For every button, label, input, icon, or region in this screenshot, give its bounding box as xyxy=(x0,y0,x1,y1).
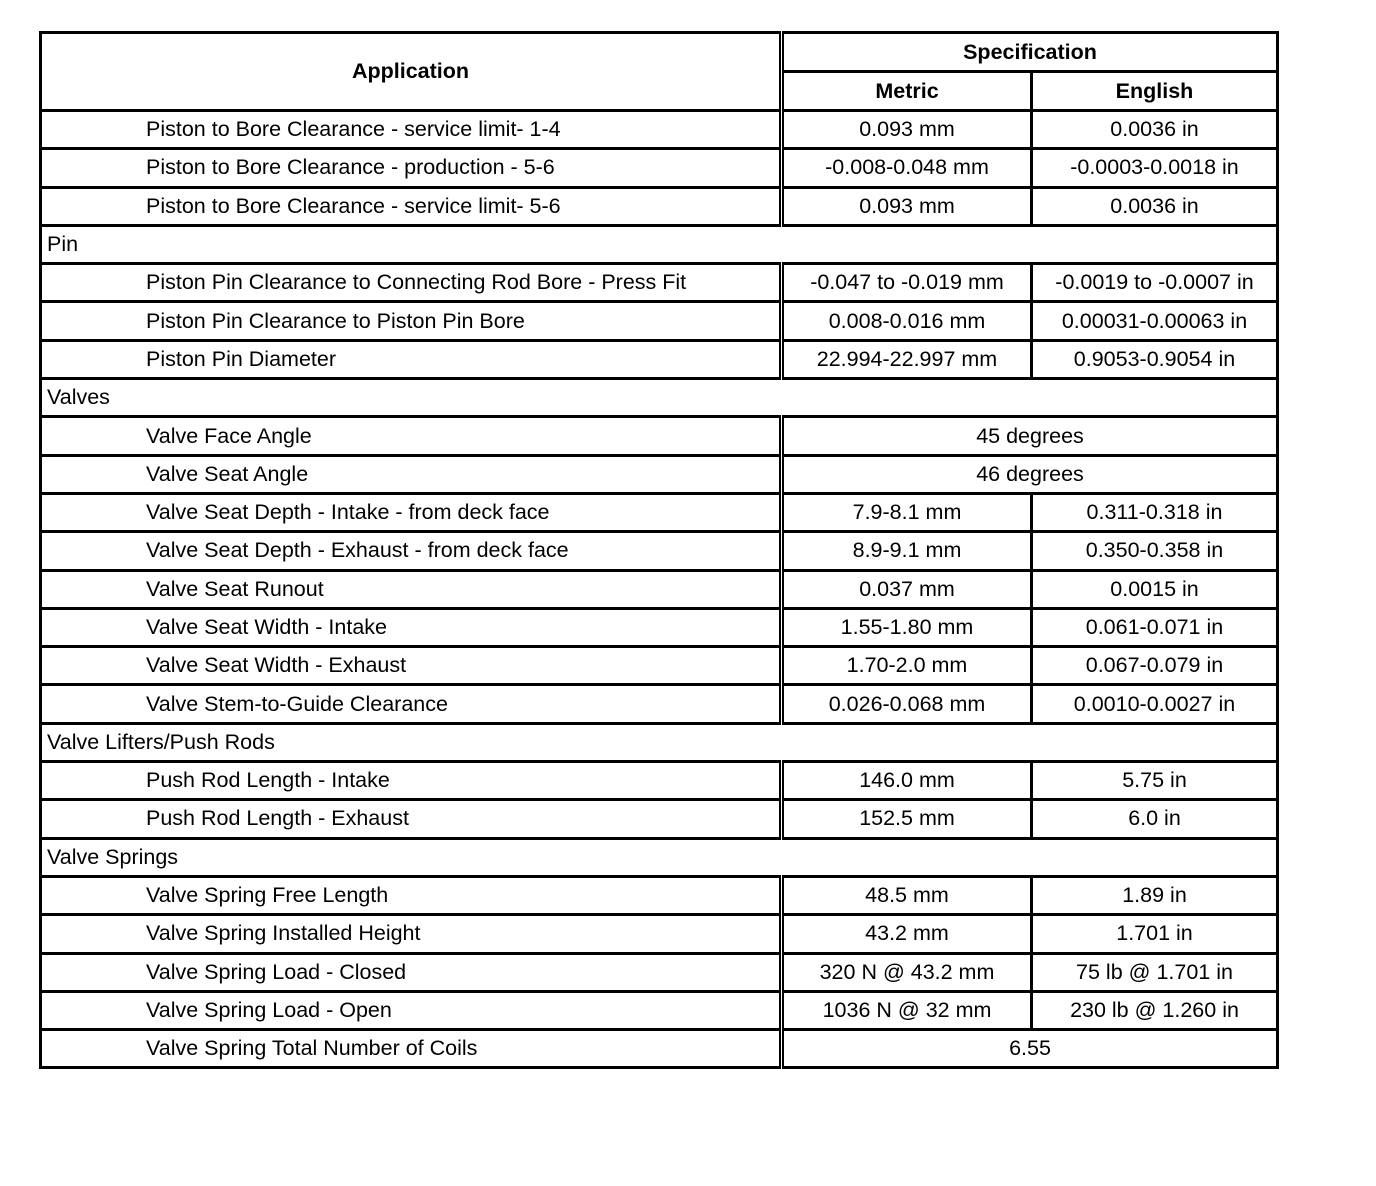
english-cell: 1.701 in xyxy=(1032,915,1278,953)
application-cell: Valve Stem-to-Guide Clearance xyxy=(41,685,782,723)
metric-cell: 152.5 mm xyxy=(782,800,1032,838)
table-body xyxy=(41,111,1278,1068)
english-cell: 0.0015 in xyxy=(1032,570,1278,608)
metric-cell: 1036 N @ 32 mm xyxy=(782,991,1032,1029)
application-cell: Piston Pin Clearance to Piston Pin Bore xyxy=(41,302,782,340)
application-cell: Valve Seat Depth - Exhaust - from deck face xyxy=(41,532,782,570)
application-cell: Piston Pin Clearance to Connecting Rod Bore - Press Fit xyxy=(41,264,782,302)
application-cell: Piston Pin Diameter xyxy=(41,340,782,378)
metric-cell: 1.70-2.0 mm xyxy=(782,647,1032,685)
application-cell: Valve Seat Runout xyxy=(41,570,782,608)
section-row xyxy=(41,723,1278,761)
metric-cell: -0.008-0.048 mm xyxy=(782,149,1032,187)
application-cell: Valve Spring Installed Height xyxy=(41,915,782,953)
metric-cell: 0.093 mm xyxy=(782,111,1032,149)
table-row xyxy=(41,608,1278,646)
application-cell: Valve Spring Free Length xyxy=(41,876,782,914)
section-row xyxy=(41,379,1278,417)
application-cell: Piston to Bore Clearance - service limit- 1-4 xyxy=(41,111,782,149)
specification-header: Specification xyxy=(782,33,1278,72)
metric-cell: 8.9-9.1 mm xyxy=(782,532,1032,570)
specification-cell: 46 degrees xyxy=(782,455,1278,493)
metric-header: Metric xyxy=(782,72,1032,111)
table-row xyxy=(41,800,1278,838)
metric-cell: 0.026-0.068 mm xyxy=(782,685,1032,723)
section-label: Pin xyxy=(41,225,1278,263)
metric-cell: 1.55-1.80 mm xyxy=(782,608,1032,646)
table-row xyxy=(41,340,1278,378)
english-cell: 1.89 in xyxy=(1032,876,1278,914)
table-row xyxy=(41,762,1278,800)
specification-table xyxy=(39,31,1279,1069)
metric-cell: 146.0 mm xyxy=(782,762,1032,800)
english-header: English xyxy=(1032,72,1278,111)
english-cell: 5.75 in xyxy=(1032,762,1278,800)
application-cell: Valve Spring Load - Open xyxy=(41,991,782,1029)
application-cell: Push Rod Length - Intake xyxy=(41,762,782,800)
application-cell: Piston to Bore Clearance - service limit- 5-6 xyxy=(41,187,782,225)
english-cell: 0.061-0.071 in xyxy=(1032,608,1278,646)
metric-cell: 0.037 mm xyxy=(782,570,1032,608)
table-row xyxy=(41,685,1278,723)
metric-cell: 320 N @ 43.2 mm xyxy=(782,953,1032,991)
english-cell: 0.00031-0.00063 in xyxy=(1032,302,1278,340)
section-row xyxy=(41,225,1278,263)
section-row xyxy=(41,838,1278,876)
application-cell: Piston to Bore Clearance - production - 5-6 xyxy=(41,149,782,187)
english-cell: 0.311-0.318 in xyxy=(1032,493,1278,531)
metric-cell: -0.047 to -0.019 mm xyxy=(782,264,1032,302)
table-row xyxy=(41,915,1278,953)
table-row xyxy=(41,111,1278,149)
table-row xyxy=(41,532,1278,570)
table-row xyxy=(41,647,1278,685)
table-row xyxy=(41,187,1278,225)
table-row xyxy=(41,302,1278,340)
english-cell: 230 lb @ 1.260 in xyxy=(1032,991,1278,1029)
english-cell: 75 lb @ 1.701 in xyxy=(1032,953,1278,991)
application-cell: Valve Seat Width - Intake xyxy=(41,608,782,646)
application-cell: Valve Seat Width - Exhaust xyxy=(41,647,782,685)
application-cell: Valve Seat Angle xyxy=(41,455,782,493)
metric-cell: 0.008-0.016 mm xyxy=(782,302,1032,340)
english-cell: 0.067-0.079 in xyxy=(1032,647,1278,685)
table-row xyxy=(41,1030,1278,1068)
application-header: Application xyxy=(41,33,782,111)
section-label: Valve Springs xyxy=(41,838,1278,876)
application-cell: Push Rod Length - Exhaust xyxy=(41,800,782,838)
english-cell: 6.0 in xyxy=(1032,800,1278,838)
application-cell: Valve Spring Total Number of Coils xyxy=(41,1030,782,1068)
header-row xyxy=(41,33,1278,72)
metric-cell: 43.2 mm xyxy=(782,915,1032,953)
english-cell: 0.0010-0.0027 in xyxy=(1032,685,1278,723)
metric-cell: 0.093 mm xyxy=(782,187,1032,225)
table-row xyxy=(41,149,1278,187)
specification-cell: 6.55 xyxy=(782,1030,1278,1068)
english-cell: 0.0036 in xyxy=(1032,111,1278,149)
section-label: Valve Lifters/Push Rods xyxy=(41,723,1278,761)
table-row xyxy=(41,455,1278,493)
application-cell: Valve Face Angle xyxy=(41,417,782,455)
table-row xyxy=(41,493,1278,531)
application-cell: Valve Seat Depth - Intake - from deck face xyxy=(41,493,782,531)
table-row xyxy=(41,264,1278,302)
specification-cell: 45 degrees xyxy=(782,417,1278,455)
table-row xyxy=(41,876,1278,914)
table-row xyxy=(41,991,1278,1029)
table-row xyxy=(41,570,1278,608)
section-label: Valves xyxy=(41,379,1278,417)
table-row xyxy=(41,953,1278,991)
english-cell: -0.0003-0.0018 in xyxy=(1032,149,1278,187)
table-row xyxy=(41,417,1278,455)
english-cell: 0.0036 in xyxy=(1032,187,1278,225)
english-cell: 0.9053-0.9054 in xyxy=(1032,340,1278,378)
english-cell: -0.0019 to -0.0007 in xyxy=(1032,264,1278,302)
metric-cell: 7.9-8.1 mm xyxy=(782,493,1032,531)
application-cell: Valve Spring Load - Closed xyxy=(41,953,782,991)
metric-cell: 22.994-22.997 mm xyxy=(782,340,1032,378)
metric-cell: 48.5 mm xyxy=(782,876,1032,914)
english-cell: 0.350-0.358 in xyxy=(1032,532,1278,570)
